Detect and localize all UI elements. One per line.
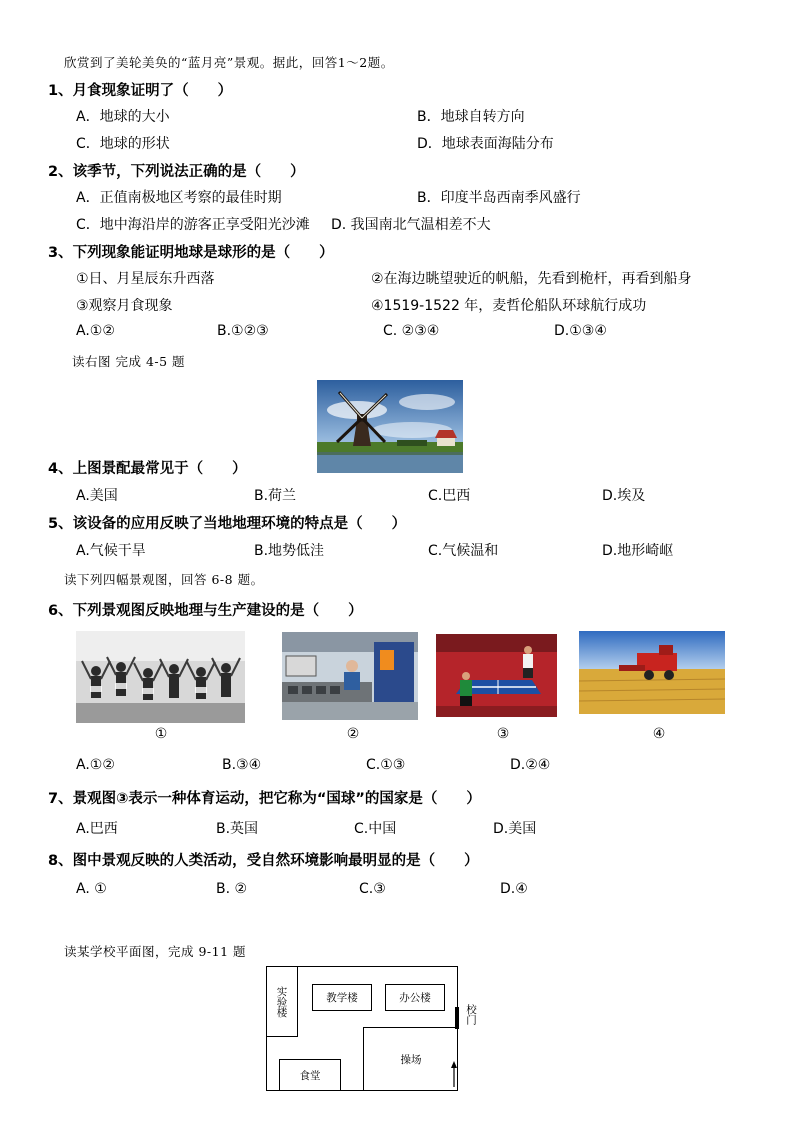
q1-option-a[interactable]: A．地球的大小 bbox=[76, 109, 170, 125]
question-3: 3、下列现象能证明地球是球形的是（ ） bbox=[48, 245, 334, 261]
question-6: 6、下列景观图反映地理与生产建设的是（ ） bbox=[48, 603, 363, 619]
q7-option-c[interactable]: C.中国 bbox=[354, 821, 397, 837]
office-building bbox=[385, 984, 445, 1011]
table-tennis-photo bbox=[436, 634, 557, 717]
school-gate-marker bbox=[455, 1007, 459, 1029]
school-gate-label: 校门 bbox=[465, 1004, 477, 1025]
q3-item-1: ①日、月星辰东升西落 bbox=[76, 271, 215, 287]
lab-building bbox=[267, 967, 298, 1037]
q2-option-a[interactable]: A．正值南极地区考察的最佳时期 bbox=[76, 190, 282, 206]
office-building-label: 办公楼 bbox=[399, 992, 431, 1004]
playground bbox=[363, 1027, 458, 1091]
q3-item-3: ③观察月食现象 bbox=[76, 298, 173, 314]
intro-text-6-8: 读下列四幅景观图，回答 6-8 题。 bbox=[64, 572, 264, 587]
q3-option-a[interactable]: A.①② bbox=[76, 323, 115, 339]
q3-item-4: ④1519-1522 年，麦哲伦船队环球航行成功 bbox=[371, 298, 647, 314]
north-arrow-icon bbox=[449, 1061, 459, 1087]
q8-option-c[interactable]: C.③ bbox=[359, 881, 386, 897]
q2-option-c[interactable]: C．地中海沿岸的游客正享受阳光沙滩 bbox=[76, 217, 310, 233]
q4-option-d[interactable]: D.埃及 bbox=[602, 488, 646, 504]
question-8: 8、图中景观反映的人类活动，受自然环境影响最明显的是（ ） bbox=[48, 853, 479, 869]
q3-option-b[interactable]: B.①②③ bbox=[217, 323, 269, 339]
q8-option-d[interactable]: D.④ bbox=[500, 881, 528, 897]
q1-option-d[interactable]: D．地球表面海陆分布 bbox=[417, 136, 554, 152]
q5-option-a[interactable]: A.气候干旱 bbox=[76, 543, 146, 559]
intro-text-4-5: 读右图 完成 4-5 题 bbox=[72, 354, 186, 369]
q2-option-d[interactable]: D. 我国南北气温相差不大 bbox=[331, 217, 491, 233]
photo-caption-3: ③ bbox=[496, 726, 510, 742]
teaching-building-label: 教学楼 bbox=[326, 992, 358, 1004]
harvest-photo bbox=[579, 631, 725, 714]
intro-text-1-2: 欣赏到了美轮美奂的“蓝月亮”景观。据此，回答1～2题。 bbox=[64, 55, 394, 70]
canteen bbox=[279, 1059, 341, 1091]
question-2: 2、该季节，下列说法正确的是（ ） bbox=[48, 164, 305, 180]
q8-option-a[interactable]: A. ① bbox=[76, 881, 107, 897]
lab-building-label: 实验楼 bbox=[275, 985, 288, 1018]
intro-text-9-11: 读某学校平面图，完成 9-11 题 bbox=[64, 944, 247, 959]
q2-option-b[interactable]: B．印度半岛西南季风盛行 bbox=[417, 190, 581, 206]
q1-option-c[interactable]: C．地球的形状 bbox=[76, 136, 170, 152]
question-1: 1、月食现象证明了（ ） bbox=[48, 83, 233, 99]
q5-option-d[interactable]: D.地形崎岖 bbox=[602, 543, 674, 559]
school-plan-map bbox=[266, 966, 458, 1091]
q4-option-b[interactable]: B.荷兰 bbox=[254, 488, 297, 504]
q3-item-2: ②在海边眺望驶近的帆船，先看到桅杆，再看到船身 bbox=[371, 271, 692, 287]
q6-option-a[interactable]: A.①② bbox=[76, 757, 115, 773]
photo-caption-1: ① bbox=[154, 726, 168, 742]
windmill-photo bbox=[317, 380, 463, 473]
q4-option-c[interactable]: C.巴西 bbox=[428, 488, 471, 504]
q6-option-c[interactable]: C.①③ bbox=[366, 757, 406, 773]
q6-option-b[interactable]: B.③④ bbox=[222, 757, 262, 773]
q4-option-a[interactable]: A.美国 bbox=[76, 488, 118, 504]
q5-option-c[interactable]: C.气候温和 bbox=[428, 543, 499, 559]
q7-option-a[interactable]: A.巴西 bbox=[76, 821, 118, 837]
dance-photo bbox=[76, 631, 245, 723]
question-7: 7、景观图③表示一种体育运动，把它称为“国球”的国家是（ ） bbox=[48, 791, 481, 807]
playground-label: 操场 bbox=[400, 1054, 422, 1066]
photo-caption-2: ② bbox=[346, 726, 360, 742]
q7-option-b[interactable]: B.英国 bbox=[216, 821, 259, 837]
q1-option-b[interactable]: B．地球自转方向 bbox=[417, 109, 525, 125]
canteen-label: 食堂 bbox=[299, 1070, 321, 1082]
photo-caption-4: ④ bbox=[652, 726, 666, 742]
q3-option-c[interactable]: C. ②③④ bbox=[383, 323, 440, 339]
teaching-building bbox=[312, 984, 372, 1011]
q3-option-d[interactable]: D.①③④ bbox=[554, 323, 607, 339]
question-5: 5、该设备的应用反映了当地地理环境的特点是（ ） bbox=[48, 516, 407, 532]
question-4: 4、上图景配最常见于（ ） bbox=[48, 461, 247, 477]
q7-option-d[interactable]: D.美国 bbox=[493, 821, 537, 837]
q5-option-b[interactable]: B.地势低洼 bbox=[254, 543, 325, 559]
q8-option-b[interactable]: B. ② bbox=[216, 881, 248, 897]
factory-photo bbox=[282, 632, 418, 720]
q6-option-d[interactable]: D.②④ bbox=[510, 757, 551, 773]
